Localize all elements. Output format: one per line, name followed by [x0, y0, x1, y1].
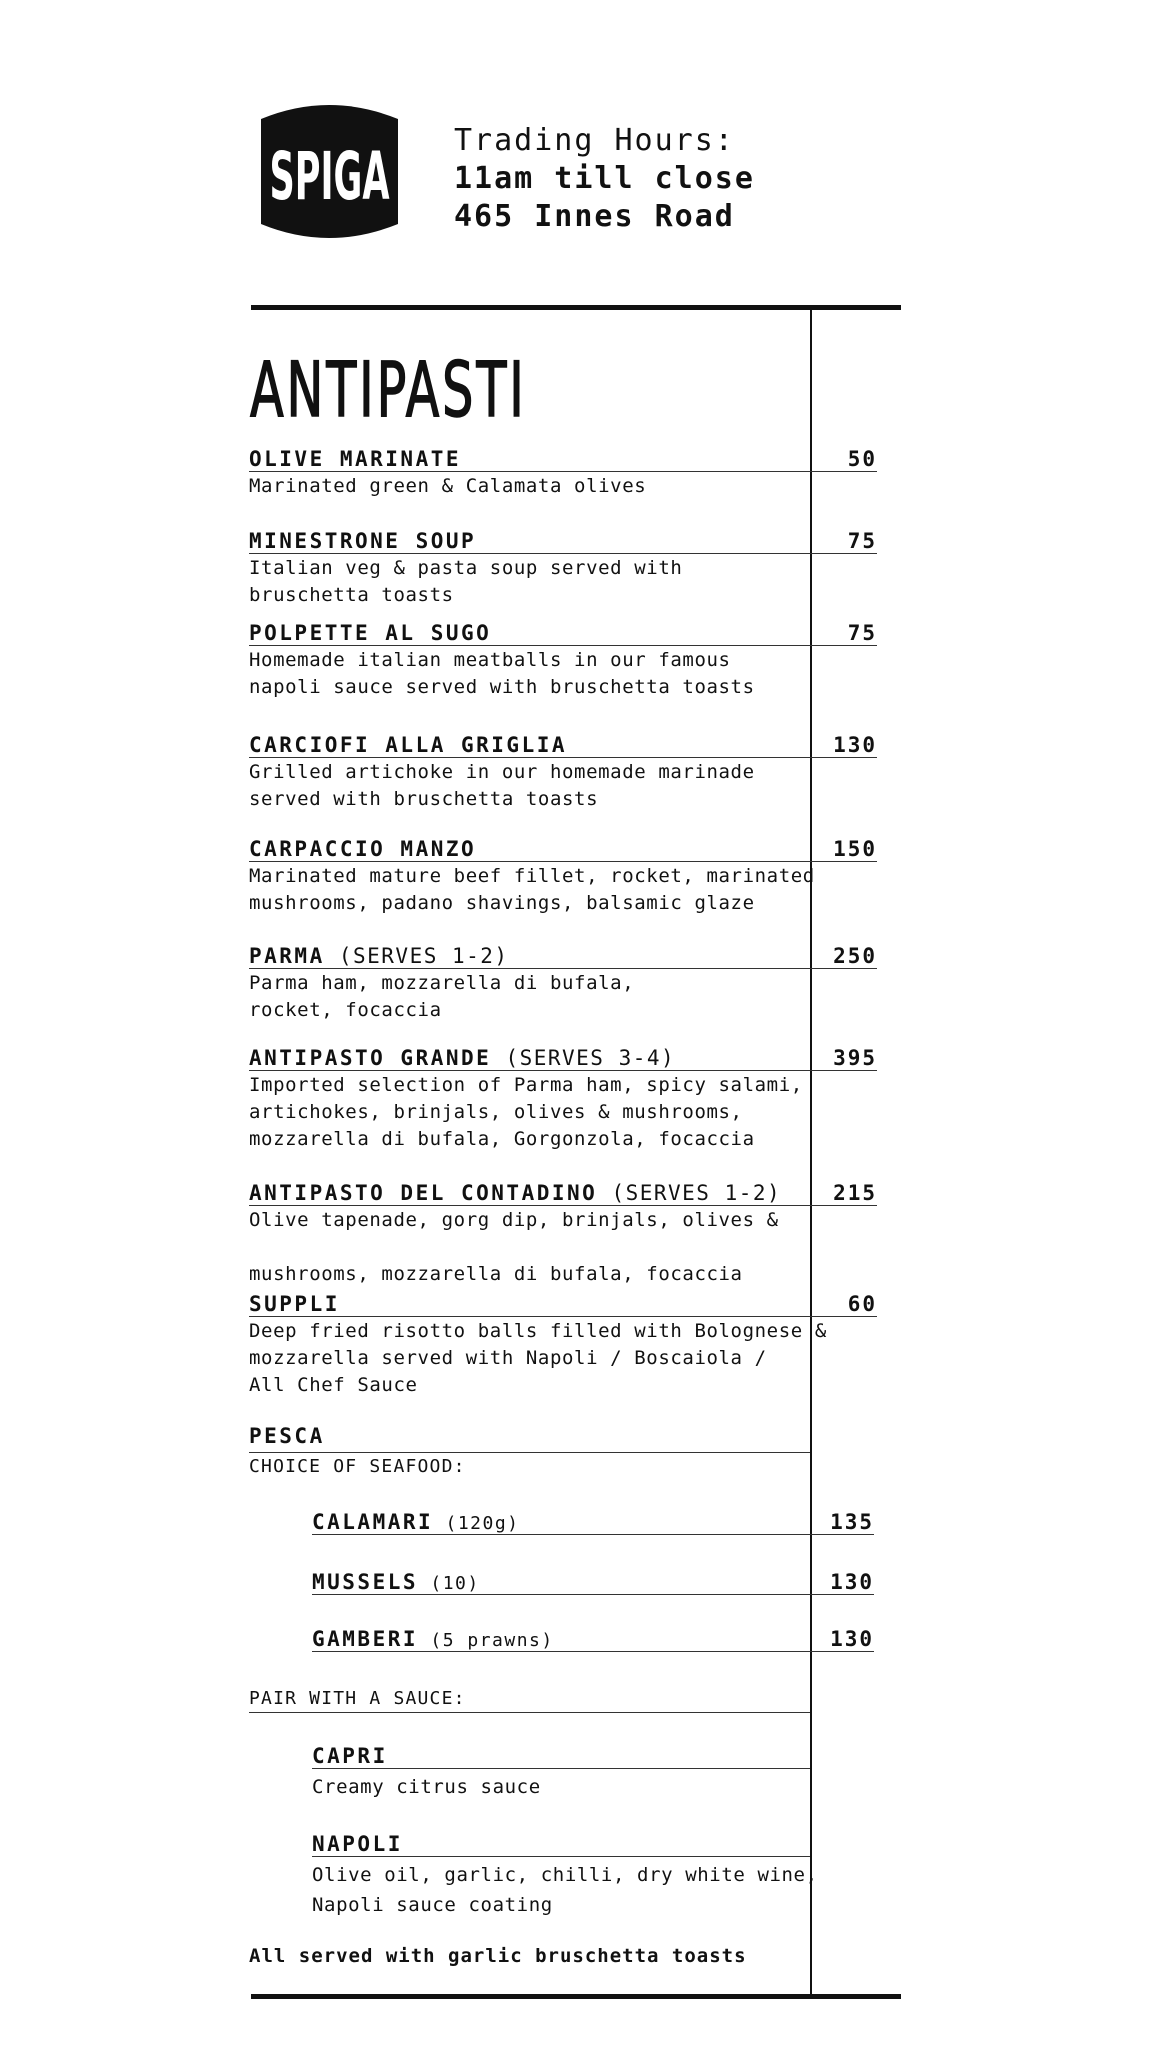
item-underline	[249, 757, 810, 758]
item-description: Grilled artichoke in our homemade marinade served with bruschetta toasts	[249, 761, 755, 810]
item-underline	[249, 645, 810, 646]
item-name: ANTIPASTO GRANDE (SERVES 3-4)	[249, 1046, 676, 1070]
sauce-description: Olive oil, garlic, chilli, dry white wine, Napoli sauce coating	[312, 1864, 818, 1916]
seafood-price-underline	[810, 1534, 874, 1535]
trading-hours-time: 11am till close	[454, 161, 755, 196]
spiga-logo	[251, 99, 408, 244]
footer-note: All served with garlic bruschetta toasts	[249, 1945, 747, 1967]
sauce-description: Creamy citrus sauce	[312, 1776, 541, 1798]
item-underline	[249, 1452, 810, 1453]
item-price: 75	[847, 621, 877, 645]
price-underline	[810, 861, 877, 862]
seafood-name: MUSSELS (10)	[312, 1570, 480, 1594]
sauce-label-underline	[249, 1712, 810, 1713]
bottom-rule	[251, 1994, 901, 1999]
top-rule	[251, 305, 901, 310]
trading-hours-label: Trading Hours:	[454, 123, 735, 158]
item-underline	[249, 861, 810, 862]
item-name: CARPACCIO MANZO	[249, 837, 477, 861]
item-price: 130	[833, 733, 877, 757]
seafood-underline	[312, 1594, 810, 1595]
item-name: PESCA	[249, 1424, 325, 1448]
seafood-detail: (5 prawns)	[418, 1630, 554, 1651]
item-underline	[249, 553, 810, 554]
price-underline	[810, 1070, 877, 1071]
item-price: 215	[833, 1181, 877, 1205]
item-description: Deep fried risotto balls filled with Bolognese & mozzarella served with Napoli / Boscaiola / All Chef Sauce	[249, 1320, 827, 1396]
sauce-name: CAPRI	[312, 1744, 388, 1768]
item-price: 50	[847, 447, 877, 471]
item-description: Marinated green & Calamata olives	[249, 475, 647, 497]
seafood-underline	[312, 1534, 810, 1535]
item-description: Imported selection of Parma ham, spicy salami, artichokes, brinjals, olives & mushrooms, mozzarella di bufala, Gorgonzola, focaccia	[249, 1074, 803, 1150]
item-underline	[249, 968, 810, 969]
item-name: CARCIOFI ALLA GRIGLIA	[249, 733, 568, 757]
item-price: 75	[847, 529, 877, 553]
item-description: Homemade italian meatballs in our famous napoli sauce served with bruschetta toasts	[249, 649, 755, 698]
item-description: Olive tapenade, gorg dip, brinjals, olives & mushrooms, mozzarella di bufala, focaccia	[249, 1209, 779, 1285]
item-name: MINESTRONE SOUP	[249, 529, 477, 553]
item-serves: (SERVES 1-2)	[597, 1181, 782, 1205]
sauce-label: PAIR WITH A SAUCE:	[249, 1688, 466, 1709]
section-title: ANTIPASTI	[250, 345, 527, 434]
item-description: Marinated mature beef fillet, rocket, marinated mushrooms, padano shavings, balsamic glaze	[249, 865, 815, 914]
seafood-detail: (120g)	[433, 1513, 520, 1534]
logo-text: SPIGA	[269, 138, 390, 215]
price-underline	[810, 471, 877, 472]
seafood-price: 130	[830, 1570, 874, 1594]
item-price: 395	[833, 1046, 877, 1070]
price-underline	[810, 553, 877, 554]
item-price: 150	[833, 837, 877, 861]
price-underline	[810, 1316, 877, 1317]
item-underline	[249, 1316, 810, 1317]
item-underline	[249, 1205, 810, 1206]
sauce-underline	[312, 1856, 810, 1857]
item-price: 60	[847, 1292, 877, 1316]
seafood-name: GAMBERI (5 prawns)	[312, 1627, 554, 1651]
item-description: Parma ham, mozzarella di bufala, rocket, focaccia	[249, 972, 635, 1021]
price-underline	[810, 1205, 877, 1206]
sauce-name: NAPOLI	[312, 1832, 403, 1856]
seafood-name: CALAMARI (120g)	[312, 1510, 520, 1534]
seafood-price: 130	[830, 1627, 874, 1651]
item-name: ANTIPASTO DEL CONTADINO (SERVES 1-2)	[249, 1181, 782, 1205]
item-price: 250	[833, 944, 877, 968]
trading-hours	[454, 122, 755, 236]
item-serves: (SERVES 1-2)	[324, 944, 509, 968]
item-underline	[249, 471, 810, 472]
seafood-price: 135	[830, 1510, 874, 1534]
item-name: SUPPLI	[249, 1292, 340, 1316]
seafood-detail: (10)	[418, 1573, 480, 1594]
price-underline	[810, 645, 877, 646]
seafood-price-underline	[810, 1651, 874, 1652]
choice-label: CHOICE OF SEAFOOD:	[249, 1456, 466, 1477]
price-underline	[810, 757, 877, 758]
item-name: POLPETTE AL SUGO	[249, 621, 492, 645]
price-column-divider	[810, 307, 812, 1997]
item-underline	[249, 1070, 810, 1071]
item-description: Italian veg & pasta soup served with bruschetta toasts	[249, 557, 683, 606]
price-underline	[810, 968, 877, 969]
address: 465 Innes Road	[454, 199, 735, 234]
item-name: PARMA (SERVES 1-2)	[249, 944, 509, 968]
seafood-price-underline	[810, 1594, 874, 1595]
sauce-underline	[312, 1768, 810, 1769]
item-serves: (SERVES 3-4)	[491, 1046, 676, 1070]
item-name: OLIVE MARINATE	[249, 447, 462, 471]
seafood-underline	[312, 1651, 810, 1652]
